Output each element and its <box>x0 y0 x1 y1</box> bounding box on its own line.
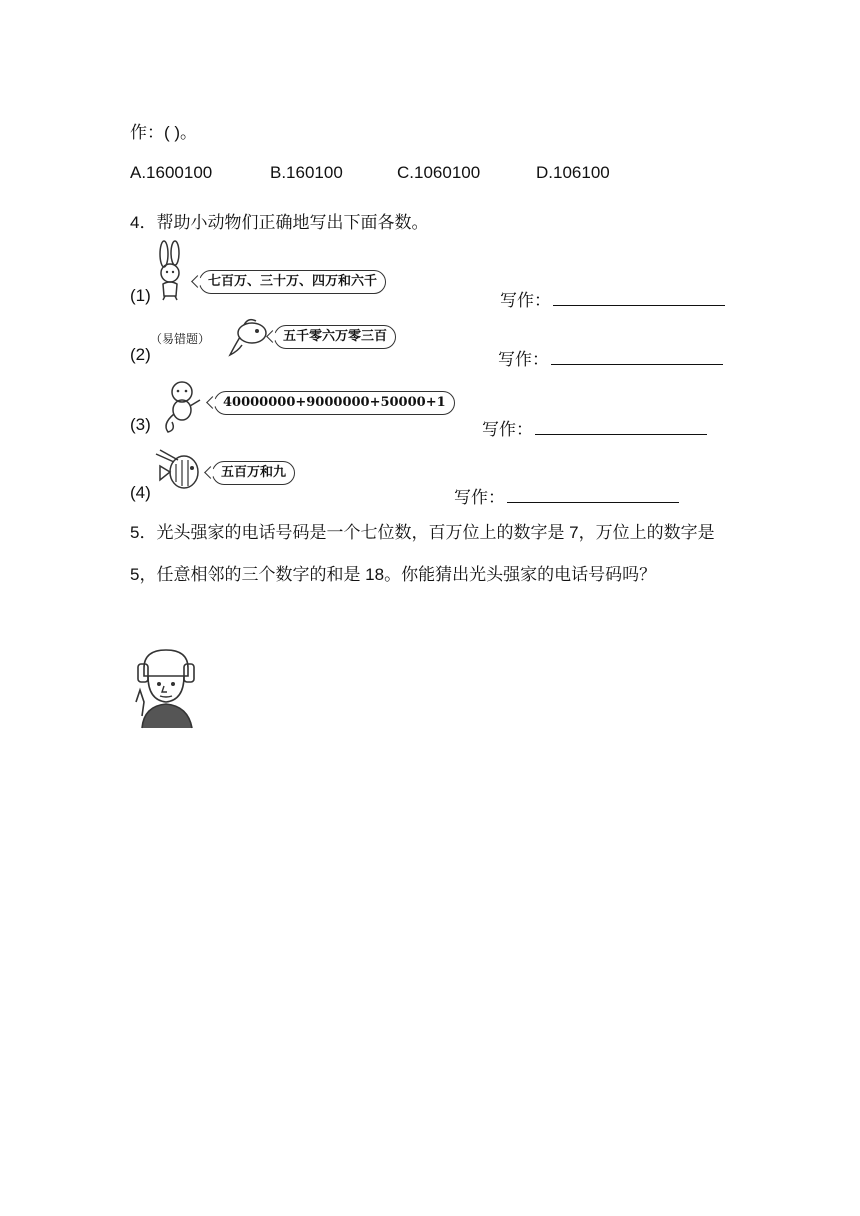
q3-continuation: 作：( )。 <box>130 123 198 142</box>
q4-item-2-answer <box>498 345 723 370</box>
q4-item-1-number: (1) <box>130 286 151 305</box>
logger-character-illustration <box>130 646 200 730</box>
q4-item-4-answer <box>454 483 679 508</box>
q4-item-3-answer <box>482 415 707 440</box>
answer-line-1[interactable] <box>553 289 725 306</box>
answer-line-2[interactable] <box>551 348 723 365</box>
q4-item-2-bubble: 五千零六万零三百 <box>274 325 396 349</box>
answer-line-3[interactable] <box>535 418 707 435</box>
q3-option-c: C.1060100 <box>397 163 481 182</box>
angelfish-illustration <box>150 446 206 498</box>
q4-item-4-number: (4) <box>130 483 151 502</box>
monkey-illustration <box>152 378 208 434</box>
q4-item-4-bubble: 五百万和九 <box>212 461 295 485</box>
write-label: 写作： <box>500 291 551 310</box>
q3-option-a: A.1600100 <box>130 163 213 182</box>
tricky-question-tag: （易错题） <box>150 332 211 346</box>
fish-illustration <box>226 315 270 361</box>
q4-item-1-bubble: 七百万、三十万、四万和六千 <box>199 270 386 294</box>
write-label: 写作： <box>482 420 533 439</box>
q3-option-b: B.160100 <box>270 163 343 182</box>
q4-item-3-number: (3) <box>130 415 151 434</box>
q4-title: 4．帮助小动物们正确地写出下面各数。 <box>130 213 429 232</box>
q3-option-d: D.106100 <box>536 163 610 182</box>
write-label: 写作： <box>498 350 549 369</box>
q4-item-3-bubble: 40000000+9000000+50000+1 <box>214 391 455 415</box>
q4-item-2-number: (2) <box>130 345 151 364</box>
answer-line-4[interactable] <box>507 486 679 503</box>
q5-text: 5．光头强家的电话号码是一个七位数，百万位上的数字是 7，万位上的数字是 5，任意相邻的三个数字的和是 18。你能猜出光头强家的电话号码吗？ <box>130 523 715 584</box>
write-label: 写作： <box>454 488 505 507</box>
q4-item-1-answer <box>500 286 725 311</box>
rabbit-illustration <box>150 240 190 302</box>
